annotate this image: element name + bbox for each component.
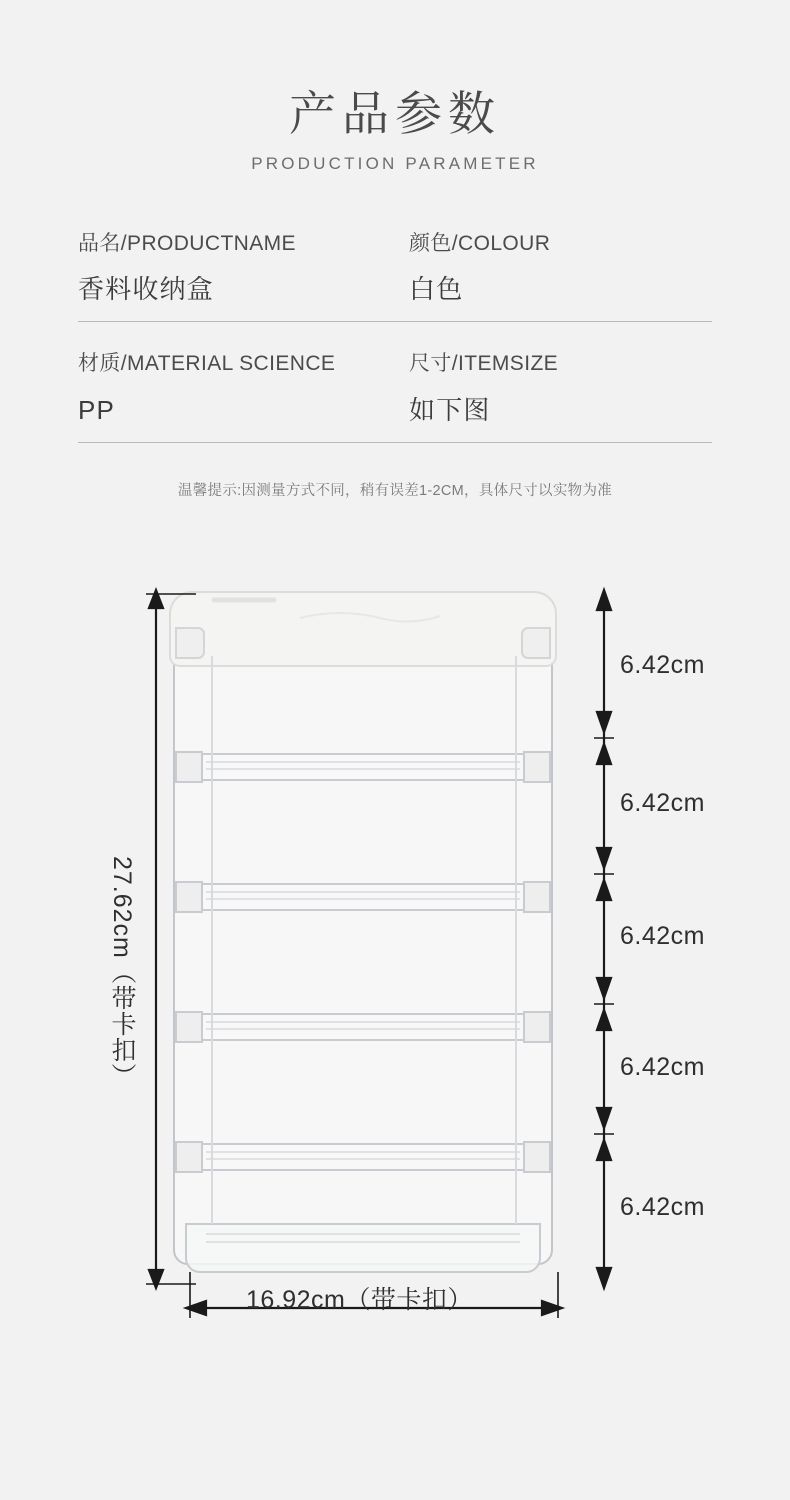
- width-label: 16.92cm（带卡扣）: [246, 1285, 473, 1314]
- spec-row: [78, 230, 712, 323]
- product-dimension-diagram: [0, 556, 790, 1356]
- page-subtitle: PRODUCTION PARAMETER: [251, 153, 539, 173]
- measurement-note: 温馨提示:因测量方式不同，稍有误差1-2CM，具体尺寸以实物为准: [177, 482, 613, 499]
- tier-height-label-5: 6.42cm: [620, 1192, 705, 1221]
- tier-height-label-4: 6.42cm: [620, 1052, 705, 1081]
- spec-table: [78, 230, 712, 443]
- product-illustration: [170, 592, 556, 1272]
- spec-label: 尺寸/ITEMSIZE: [409, 352, 559, 376]
- page-title: 产品参数: [289, 87, 501, 140]
- tier-height-label-1: 6.42cm: [620, 650, 705, 679]
- spec-label: 材质/MATERIAL SCIENCE: [78, 352, 336, 376]
- spec-label: 品名/PRODUCTNAME: [78, 231, 296, 255]
- spec-cell-colour: [395, 230, 712, 306]
- spec-value: 香料收纳盒: [78, 274, 215, 305]
- spec-value: 白色: [409, 274, 464, 305]
- spec-cell-product-name: [78, 230, 395, 306]
- page-header: [0, 0, 790, 174]
- spec-label: 颜色/COLOUR: [409, 231, 551, 255]
- tier-height-label-3: 6.42cm: [620, 921, 705, 950]
- spec-cell-material: [78, 350, 395, 426]
- spec-cell-itemsize: [395, 350, 712, 426]
- total-height-label: 27.62cm（带卡扣）: [108, 855, 136, 1089]
- spec-value: PP: [78, 394, 116, 425]
- spec-value: 如下图: [409, 394, 491, 425]
- tier-height-label-2: 6.42cm: [620, 788, 705, 817]
- spec-row: [78, 350, 712, 443]
